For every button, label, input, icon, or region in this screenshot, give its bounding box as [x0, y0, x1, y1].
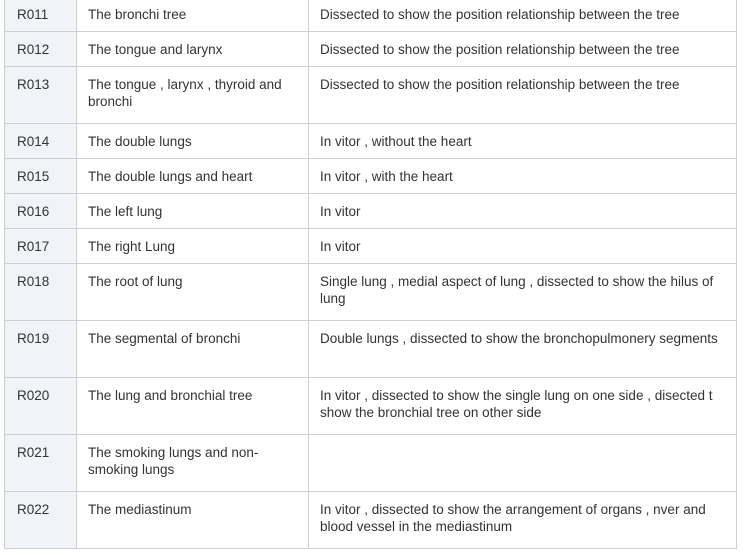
- table-row: [5, 321, 737, 378]
- row-description: Double lungs , dissected to show the bronchopulmonery segments: [309, 321, 737, 378]
- table-row: [5, 229, 737, 264]
- specimen-table: [4, 0, 737, 549]
- row-name: The tongue , larynx , thyroid and bronchi: [77, 67, 309, 124]
- row-description: [309, 435, 737, 492]
- row-description: In vitor , dissected to show the single lung on one side , disected t show the bronchial tree on other side: [309, 378, 737, 435]
- row-description: Dissected to show the position relationship between the tree: [309, 32, 737, 67]
- row-code: R016: [5, 194, 77, 229]
- row-code: R013: [5, 67, 77, 124]
- row-code: R015: [5, 159, 77, 194]
- table-row: [5, 32, 737, 67]
- row-name: The mediastinum: [77, 492, 309, 549]
- row-code: R018: [5, 264, 77, 321]
- row-name: The right Lung: [77, 229, 309, 264]
- row-description: In vitor , dissected to show the arrangement of organs , nver and blood vessel in the mediastinum: [309, 492, 737, 549]
- row-description: Dissected to show the position relationship between the tree: [309, 67, 737, 124]
- row-code: R017: [5, 229, 77, 264]
- row-name: The left lung: [77, 194, 309, 229]
- row-description: In vitor: [309, 229, 737, 264]
- row-name: The segmental of bronchi: [77, 321, 309, 378]
- row-description: In vitor , without the heart: [309, 124, 737, 159]
- table-row: [5, 435, 737, 492]
- row-description: Single lung , medial aspect of lung , dissected to show the hilus of lung: [309, 264, 737, 321]
- row-name: The tongue and larynx: [77, 32, 309, 67]
- row-name: The lung and bronchial tree: [77, 378, 309, 435]
- table-row: [5, 492, 737, 549]
- row-name: The smoking lungs and non-smoking lungs: [77, 435, 309, 492]
- table-row: [5, 194, 737, 229]
- row-code: R022: [5, 492, 77, 549]
- row-name: The double lungs and heart: [77, 159, 309, 194]
- row-code: R012: [5, 32, 77, 67]
- row-code: R020: [5, 378, 77, 435]
- table-row: [5, 159, 737, 194]
- table-row: [5, 67, 737, 124]
- table-row: [5, 0, 737, 32]
- row-code: R014: [5, 124, 77, 159]
- row-name: The bronchi tree: [77, 0, 309, 32]
- specimen-table-container: [4, 0, 737, 549]
- row-name: The root of lung: [77, 264, 309, 321]
- row-description: Dissected to show the position relationship between the tree: [309, 0, 737, 32]
- table-row: [5, 124, 737, 159]
- row-description: In vitor: [309, 194, 737, 229]
- row-description: In vitor , with the heart: [309, 159, 737, 194]
- row-name: The double lungs: [77, 124, 309, 159]
- table-row: [5, 378, 737, 435]
- row-code: R019: [5, 321, 77, 378]
- table-row: [5, 264, 737, 321]
- row-code: R021: [5, 435, 77, 492]
- row-code: R011: [5, 0, 77, 32]
